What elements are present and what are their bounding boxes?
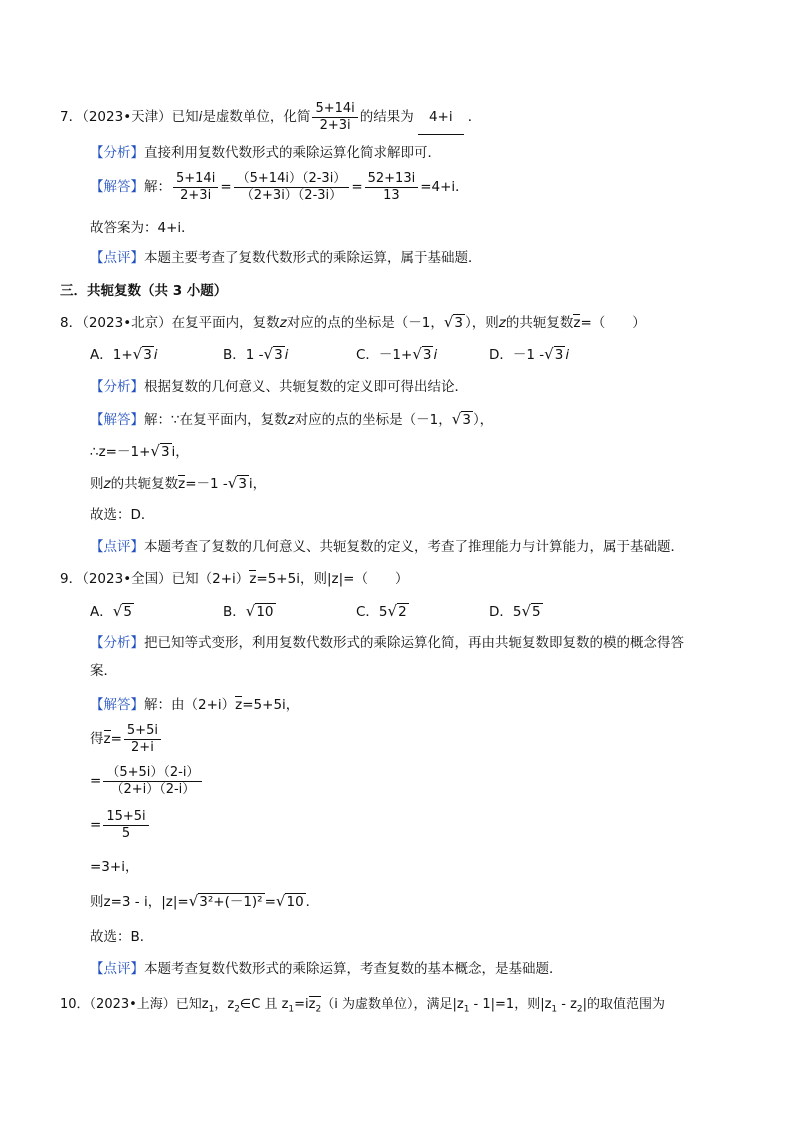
q8-answer-3: 则z的共轭复数z=－1 -√3 i， bbox=[90, 474, 267, 492]
q9-option-a: A．√5 bbox=[90, 602, 132, 620]
q9-option-b: B．√10 bbox=[223, 602, 274, 620]
q8-option-c: C．－1+√3 i bbox=[356, 345, 438, 363]
q8-answer-1: 【解答】解：∵在复平面内，复数z对应的点的坐标是（－1，√3 ）， bbox=[90, 410, 494, 428]
q9-stem: 9．（2023•全国）已知（2+i）z=5+5i，则|z|=（ ） bbox=[60, 571, 409, 587]
q9-answer-1: 【解答】解：由（2+i）z=5+5i， bbox=[90, 697, 300, 713]
z-conjugate: z bbox=[573, 315, 581, 331]
q7-analysis: 【分析】直接利用复数代数形式的乘除运算化简求解即可． bbox=[90, 145, 441, 161]
q8-review: 【点评】本题考查了复数的几何意义、共轭复数的定义，考查了推理能力与计算能力，属于基础题． bbox=[90, 539, 684, 555]
q9-answer-4: = $\frac{15+5i}{5}$ bbox=[90, 808, 151, 842]
q8-choice: 故选：D． bbox=[90, 507, 155, 523]
q9-analysis-2: 案． bbox=[90, 663, 117, 679]
q9-analysis-1: 【分析】把已知等式变形，利用复数代数形式的乘除运算化简，再由共轭复数即复数的模的概念得答 bbox=[90, 635, 684, 651]
q9-review: 【点评】本题考查复数代数形式的乘除运算，考查复数的基本概念，是基础题． bbox=[90, 961, 563, 977]
q9-answer-3: = $\frac{(5+5i)(2-i)}{(2+i)(2-i)}$ bbox=[90, 764, 204, 798]
q9-option-d: D．5√5 bbox=[489, 602, 541, 620]
q9-answer-6: 则z=3 - i，|z|=√3²+(－1)² =√10 ． bbox=[90, 892, 320, 910]
q7-final: 故答案为：4+i． bbox=[90, 220, 195, 236]
q7-stem: 7．（2023•天津）已知i是虚数单位，化简 $\frac{5+14i}{2+3i}$ 的结果为 4+i ． bbox=[60, 100, 481, 135]
q9-choice: 故选：B． bbox=[90, 929, 154, 945]
q7-answer: 【解答】解： $\frac{5+14i}{2+3i}$ = $\frac{(5+14i)(2-3i)}{(2+3i)(2-3i)}$ = $\frac{52+13i}{13}$ =4+i． bbox=[90, 170, 469, 203]
q9-option-c: C．5√2 bbox=[356, 602, 407, 620]
q8-options bbox=[90, 344, 622, 365]
q7-fraction: $\frac{5+14i}{2+3i}$ bbox=[312, 101, 357, 134]
q7-review: 【点评】本题主要考查了复数代数形式的乘除运算，属于基础题． bbox=[90, 250, 482, 266]
q8-answer-2: ∴z=－1+√3 i， bbox=[90, 442, 189, 460]
section-title: 三．共轭复数（共 3 小题） bbox=[60, 283, 228, 299]
q8-option-b: B．1 -√3 i bbox=[223, 345, 289, 363]
q10-stem: 10．（2023•上海）已知$z_1$，$z_2\in C$ 且 $z_1=iz_2(i$ 为虚数单位），满足$|z_1 - 1|=1$，则$|z_1 - z_2|$的取值范围为 bbox=[60, 997, 666, 1015]
q8-option-a: A．1+√3 i bbox=[90, 345, 158, 363]
q8-analysis: 【分析】根据复数的几何意义、共轭复数的定义即可得出结论． bbox=[90, 379, 468, 395]
q8-option-d: D．－1 -√3 i bbox=[489, 345, 570, 363]
q8-stem: 8．（2023•北京）在复平面内，复数z对应的点的坐标是（－1，√3 ），则z的共轭复数z=（ ） bbox=[60, 313, 646, 331]
q9-answer-5: =3+i， bbox=[90, 859, 139, 875]
sqrt-3: √3 bbox=[443, 313, 464, 331]
q9-answer-2: 得z= $\frac{5+5i}{2+i}$ bbox=[90, 722, 163, 756]
q9-options bbox=[90, 601, 622, 622]
q7-answer-blank: 4+i bbox=[418, 100, 464, 135]
